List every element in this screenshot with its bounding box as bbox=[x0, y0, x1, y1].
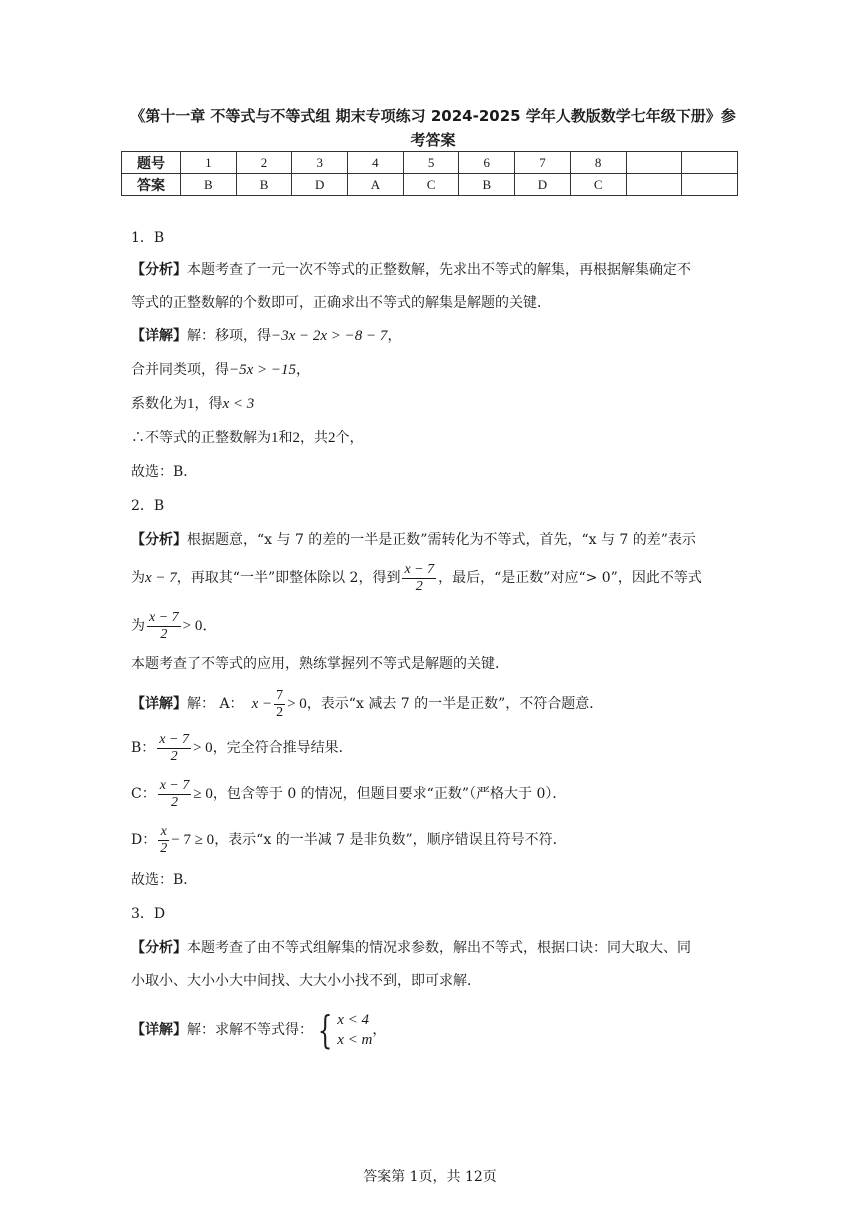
q2-analysis-line-3 bbox=[131, 608, 731, 644]
table-cell: 2 bbox=[236, 152, 292, 174]
table-cell: 6 bbox=[459, 152, 515, 174]
fraction-numerator: x − 7 bbox=[159, 731, 189, 747]
math-number: 2 bbox=[292, 430, 300, 446]
table-cell bbox=[626, 152, 682, 174]
document-title bbox=[118, 104, 748, 152]
math-expression: > 0 bbox=[287, 696, 307, 712]
q2-detail-b bbox=[131, 730, 731, 766]
table-cell: 3 bbox=[292, 152, 348, 174]
table-cell bbox=[682, 152, 738, 174]
q1-detail-text: ，得 bbox=[194, 396, 223, 412]
q1-detail-text: ，共 bbox=[300, 430, 328, 446]
q1-detail-line-4 bbox=[131, 428, 731, 448]
q2-analysis-text: ，再取其“一半”即整体除以 2，得到 bbox=[176, 570, 401, 586]
table-cell: A bbox=[348, 174, 404, 196]
punct: ， bbox=[296, 362, 311, 378]
q2-analysis-line-2 bbox=[131, 560, 731, 596]
fraction-numerator: x − 7 bbox=[159, 777, 190, 793]
fraction-denominator: 2 bbox=[160, 840, 168, 856]
page-footer: 答案第 1页，共 12页 bbox=[363, 1169, 497, 1185]
table-row-answers bbox=[122, 174, 738, 196]
fraction-denominator: 2 bbox=[171, 794, 179, 810]
q1-detail-text: ∴不等式的正整数解为 bbox=[131, 430, 271, 446]
table-row-numbers bbox=[122, 152, 738, 174]
analysis-tag: 【分析】 bbox=[131, 262, 187, 278]
option-label: 解： A： bbox=[187, 696, 244, 712]
q2-choice: 故选：B． bbox=[131, 872, 198, 888]
table-cell: B bbox=[181, 174, 237, 196]
math-number: 1 bbox=[271, 430, 279, 446]
math-expression: x − bbox=[251, 696, 273, 712]
q1-inequality-1: −3x − 2x > −8 − 7 bbox=[271, 328, 388, 344]
q1-heading: 1．B bbox=[131, 230, 165, 246]
table-cell: 1 bbox=[181, 152, 237, 174]
fraction-numerator: 7 bbox=[276, 687, 284, 703]
row-label-answer: 答案 bbox=[122, 174, 181, 196]
option-label: B： bbox=[131, 740, 156, 756]
q2-analysis-text: 为 bbox=[131, 618, 145, 634]
q2-analysis-text: 为 bbox=[131, 570, 145, 586]
math-number: 1 bbox=[187, 396, 195, 412]
table-cell: 5 bbox=[403, 152, 459, 174]
math-expression: > 0． bbox=[182, 618, 218, 634]
table-cell bbox=[626, 174, 682, 196]
punct: ， bbox=[387, 328, 402, 344]
option-label: C： bbox=[131, 786, 156, 802]
fraction bbox=[402, 562, 436, 595]
q1-detail-line-1 bbox=[131, 326, 731, 346]
q1-detail-line-2 bbox=[131, 360, 731, 380]
detail-tag: 【详解】 bbox=[131, 696, 187, 712]
fraction-numerator: x − 7 bbox=[404, 561, 435, 577]
analysis-tag: 【分析】 bbox=[131, 940, 187, 956]
answer-table bbox=[121, 151, 738, 196]
q3-detail-line-1 bbox=[131, 1008, 731, 1052]
analysis-tag: 【分析】 bbox=[131, 532, 187, 548]
table-cell: 4 bbox=[348, 152, 404, 174]
fraction bbox=[157, 732, 191, 765]
row-label-number: 题号 bbox=[122, 152, 181, 174]
table-cell: 7 bbox=[515, 152, 571, 174]
q1-analysis-line-1 bbox=[131, 260, 731, 280]
option-explanation: ，表示“x 减去 7 的一半是正数”，不符合题意． bbox=[306, 696, 604, 712]
math-expression: > 0 bbox=[192, 740, 213, 756]
left-brace-icon: { bbox=[317, 1008, 333, 1052]
q2-detail-c bbox=[131, 776, 731, 812]
title-line-1: 《第十一章 不等式与不等式组 期末专项练习 2024-2025 学年人教版数学七年级下册》参 bbox=[130, 107, 736, 125]
fraction-denominator: 2 bbox=[415, 578, 423, 594]
q2-detail-d bbox=[131, 822, 731, 858]
table-cell: D bbox=[515, 174, 571, 196]
q1-detail-text: 系数化为 bbox=[131, 396, 187, 412]
q3-detail-text: 解：求解不等式得： bbox=[187, 1022, 313, 1038]
q3-heading: 3．D bbox=[131, 906, 166, 922]
q1-detail-text: 和 bbox=[278, 430, 293, 446]
option-explanation: ，表示“x 的一半减 7 是非负数”，顺序错误且符号不符． bbox=[214, 832, 567, 848]
inequality-system bbox=[337, 1010, 372, 1050]
fraction-numerator: x − 7 bbox=[149, 609, 179, 625]
q3-analysis-line-2: 小取小、大小小大中间找、大大小小找不到，即可求解． bbox=[131, 973, 481, 989]
option-explanation: ，包含等于 0 的情况，但题目要求“正数”（严格大于 0）． bbox=[212, 786, 567, 802]
math-number: 2 bbox=[328, 430, 336, 446]
fraction bbox=[158, 824, 169, 857]
q1-analysis-line-2: 等式的正整数解的个数即可，正确求出不等式的解集是解题的关键． bbox=[131, 295, 551, 311]
table-cell bbox=[682, 174, 738, 196]
table-cell: B bbox=[459, 174, 515, 196]
q2-heading: 2．B bbox=[131, 498, 165, 514]
q2-analysis-line-1 bbox=[131, 530, 731, 550]
system-line: x < m bbox=[337, 1032, 373, 1048]
table-cell: C bbox=[403, 174, 459, 196]
fraction-denominator: 2 bbox=[276, 704, 284, 720]
q2-analysis-text: 根据题意，“x 与 7 的差的一半是正数”需转化为不等式，首先，“x 与 7 的差”表示 bbox=[187, 532, 696, 548]
q1-detail-text: 解：移项，得 bbox=[187, 328, 271, 344]
q3-analysis-line-1 bbox=[131, 938, 731, 958]
system-line: x < 4 bbox=[337, 1012, 369, 1028]
title-line-2: 考答案 bbox=[410, 131, 456, 149]
fraction bbox=[147, 610, 181, 643]
option-explanation: ，完全符合推导结果． bbox=[212, 740, 353, 756]
table-cell: C bbox=[570, 174, 626, 196]
detail-tag: 【详解】 bbox=[131, 328, 187, 344]
fraction-denominator: 2 bbox=[160, 626, 168, 642]
q1-inequality-3: x < 3 bbox=[222, 396, 255, 412]
math-expression: − 7 ≥ 0 bbox=[171, 832, 215, 848]
table-cell: B bbox=[236, 174, 292, 196]
q2-detail-a bbox=[131, 686, 731, 722]
q1-choice: 故选：B． bbox=[131, 464, 198, 480]
detail-tag: 【详解】 bbox=[131, 1022, 187, 1038]
fraction bbox=[158, 778, 192, 811]
fraction bbox=[274, 688, 285, 721]
table-cell: D bbox=[292, 174, 348, 196]
q1-detail-line-3 bbox=[131, 394, 731, 414]
q1-detail-text: 合并同类项，得 bbox=[131, 362, 229, 378]
q2-analysis-text: ，最后，“是正数”对应“> 0”，因此不等式 bbox=[438, 570, 702, 586]
math-expression: ≥ 0 bbox=[193, 786, 213, 802]
math-expression: x − 7 bbox=[145, 570, 177, 586]
fraction-numerator: x bbox=[158, 824, 169, 841]
punct: ， bbox=[372, 1022, 387, 1038]
q1-detail-text: 个， bbox=[335, 430, 364, 446]
q1-analysis-text: 本题考查了一元一次不等式的正整数解，先求出不等式的解集，再根据解集确定不 bbox=[187, 262, 691, 278]
q1-inequality-2: −5x > −15 bbox=[229, 362, 297, 378]
q3-analysis-text: 本题考查了由不等式组解集的情况求参数，解出不等式，根据口诀：同大取大、同 bbox=[187, 940, 691, 956]
table-cell: 8 bbox=[570, 152, 626, 174]
fraction-denominator: 2 bbox=[170, 748, 178, 764]
q2-analysis-line-4: 本题考查了不等式的应用，熟练掌握列不等式是解题的关键． bbox=[131, 656, 509, 672]
option-label: D： bbox=[131, 832, 157, 848]
